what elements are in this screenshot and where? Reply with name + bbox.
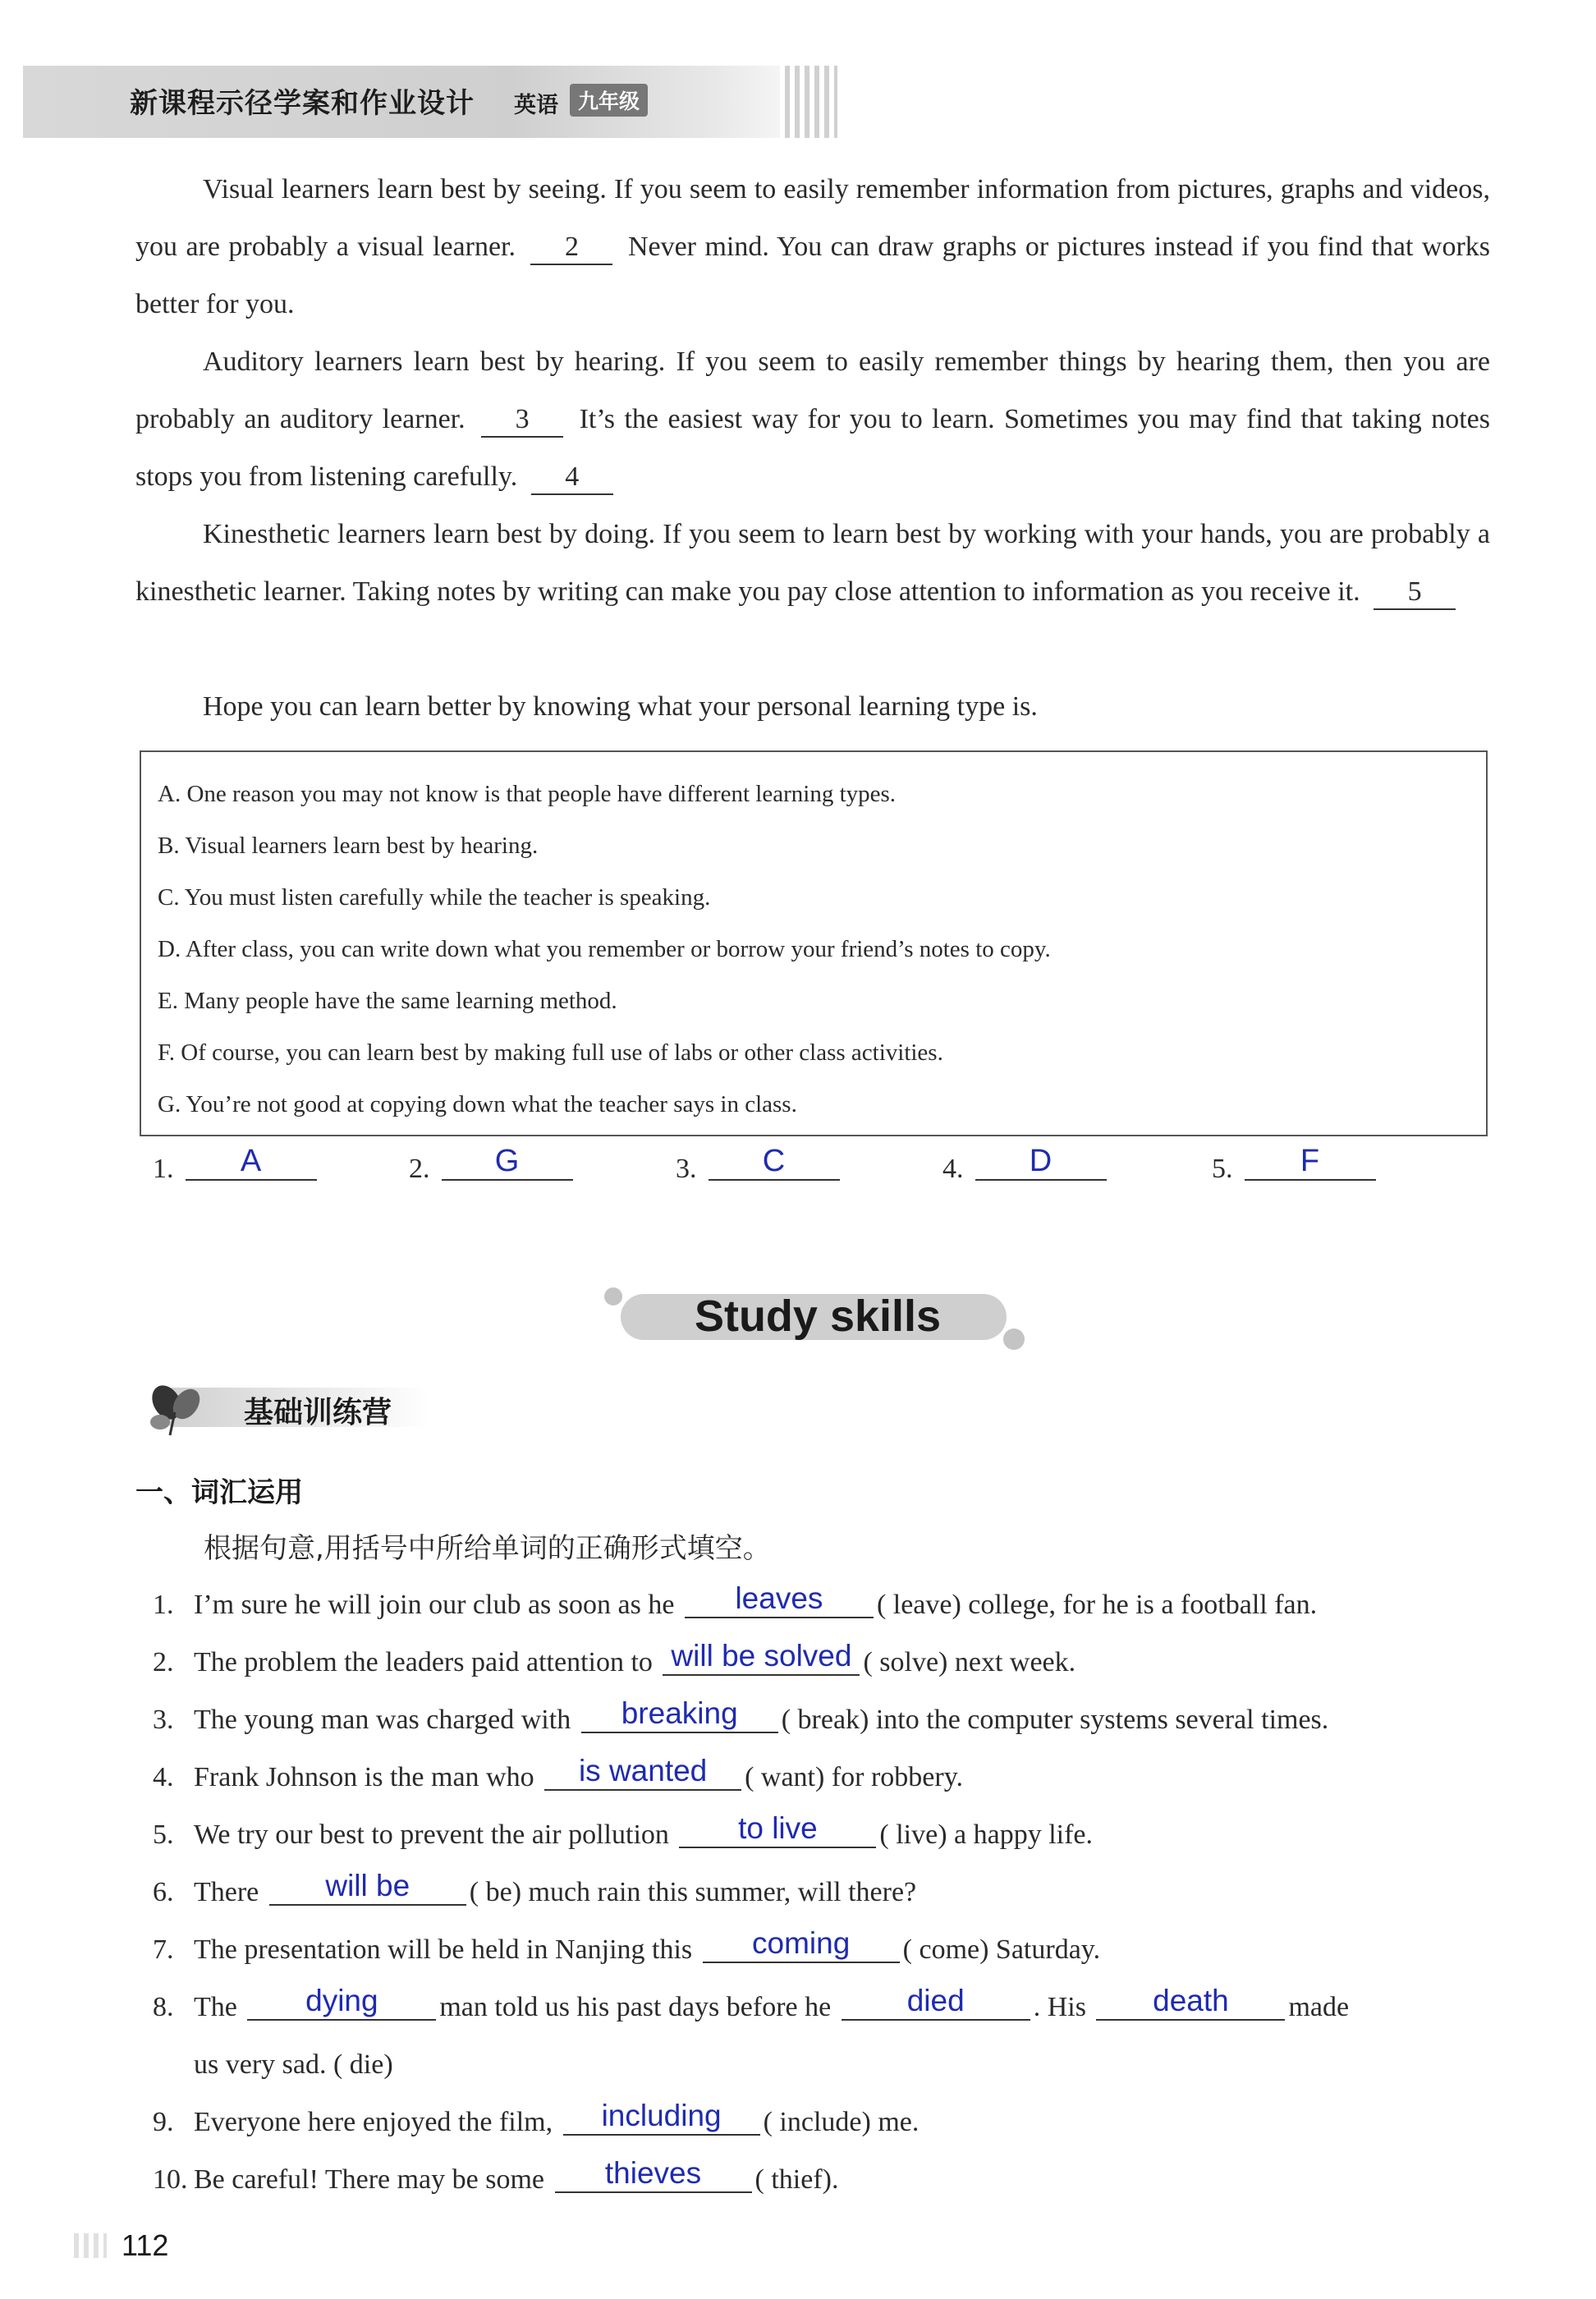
question-text: man told us his past days before he xyxy=(439,1992,832,2022)
leaf-icon xyxy=(135,1379,209,1437)
answer-field[interactable]: will be solved xyxy=(663,1638,860,1676)
question-2 xyxy=(153,1634,1499,1691)
subject-label: 英语 xyxy=(514,93,558,118)
paragraph-text: Kinesthetic learners learn best by doing. If you seem to learn best by working with your hands, you are probably a kinesthetic learner. Taking notes by writing can make you pay close attention to information as you receive it. xyxy=(135,519,1490,607)
question-text: ( break) into the computer systems several times. xyxy=(781,1705,1329,1735)
answer-field[interactable]: dying xyxy=(247,1983,436,2021)
section-banner xyxy=(604,1279,1031,1351)
paragraph-text: It’s the easiest way for you to learn. Sometimes you may find that taking notes stops you from listening carefully. xyxy=(135,404,1491,492)
option-g: G. You’re not good at copying down what the teacher says in class. xyxy=(158,1091,797,1117)
answer-field[interactable]: coming xyxy=(703,1925,900,1963)
question-8 xyxy=(153,1979,1499,2036)
answer-field[interactable]: thieves xyxy=(555,2155,752,2193)
question-text: There xyxy=(194,1877,259,1907)
passage-paragraph-1 xyxy=(135,161,1490,333)
option-f: F. Of course, you can learn best by making full use of labs or other class activities. xyxy=(158,1039,943,1066)
page-number-decoration xyxy=(74,2233,107,2258)
question-number: 7. xyxy=(153,1934,174,1965)
answer-field[interactable]: including xyxy=(563,2098,760,2136)
question-9 xyxy=(153,2094,1499,2151)
question-text: The young man was charged with xyxy=(194,1705,571,1735)
question-text: ( include) me. xyxy=(763,2107,920,2137)
question-text: us very sad. ( die) xyxy=(194,2049,393,2080)
answer-field[interactable]: died xyxy=(842,1983,1030,2021)
passage-blank-5: 5 xyxy=(1374,576,1456,610)
question-number: 8. xyxy=(153,1992,174,2022)
answer-number: 3. xyxy=(676,1154,697,1184)
option-d: D. After class, you can write down what you remember or borrow your friend’s notes to copy. xyxy=(158,936,1051,962)
answer-1 xyxy=(153,1144,317,1187)
answer-field[interactable]: C xyxy=(709,1143,840,1181)
paragraph-text: Never mind. You can draw graphs or pictures instead if you find that works better for you. xyxy=(135,232,1491,319)
option-e: E. Many people have the same learning method. xyxy=(158,988,617,1014)
passage-blank-2: 2 xyxy=(530,231,612,265)
question-10 xyxy=(153,2151,1499,2209)
answer-2 xyxy=(409,1144,573,1187)
section-title: Study skills xyxy=(694,1292,942,1341)
option-b: B. Visual learners learn best by hearing. xyxy=(158,833,539,859)
answer-field[interactable]: death xyxy=(1096,1983,1285,2021)
answer-3 xyxy=(676,1144,840,1187)
question-text: ( solve) next week. xyxy=(863,1647,1076,1677)
paragraph-text: Hope you can learn better by knowing what your personal learning type is. xyxy=(203,691,1038,722)
question-text: I’m sure he will join our club as soon as he xyxy=(194,1590,675,1620)
question-text: Frank Johnson is the man who xyxy=(194,1762,534,1792)
question-text: The xyxy=(194,1992,237,2022)
answer-field[interactable]: breaking xyxy=(581,1696,778,1733)
answer-number: 5. xyxy=(1212,1154,1233,1184)
question-4 xyxy=(153,1749,1499,1806)
answer-number: 4. xyxy=(942,1154,964,1184)
question-text: ( want) for robbery. xyxy=(745,1762,964,1792)
answer-field[interactable]: will be xyxy=(269,1868,466,1906)
passage-paragraph-3 xyxy=(135,506,1490,621)
passage-paragraph-2 xyxy=(135,333,1490,506)
passage-blank-4: 4 xyxy=(531,461,613,495)
question-number: 6. xyxy=(153,1877,174,1907)
answer-number: 2. xyxy=(409,1154,430,1184)
answer-field[interactable]: G xyxy=(442,1143,573,1181)
answer-field[interactable]: to live xyxy=(679,1810,876,1848)
part-heading: 一、词汇运用 xyxy=(135,1476,303,1509)
grade-badge: 九年级 xyxy=(570,84,648,117)
options-box xyxy=(140,750,1488,1136)
question-6 xyxy=(153,1864,1499,1921)
question-number: 3. xyxy=(153,1705,174,1735)
answer-field[interactable]: leaves xyxy=(685,1581,874,1618)
sub-section-title: 基础训练营 xyxy=(244,1396,392,1429)
answer-number: 1. xyxy=(153,1154,174,1184)
question-text: ( come) Saturday. xyxy=(902,1934,1101,1965)
question-text: . His xyxy=(1033,1992,1086,2022)
paragraph-text: Visual learners learn best by seeing. If you seem to easily remember information from pictures, graphs and videos, you are probably a visual learner. xyxy=(135,174,1490,262)
question-text: ( leave) college, for he is a football fan. xyxy=(876,1590,1318,1620)
question-number: 9. xyxy=(153,2107,174,2137)
answer-field[interactable]: F xyxy=(1245,1143,1376,1181)
passage-paragraph-4 xyxy=(135,678,1490,736)
question-number: 5. xyxy=(153,1819,174,1850)
option-c: C. You must listen carefully while the teacher is speaking. xyxy=(158,884,711,911)
question-text: The problem the leaders paid attention to xyxy=(194,1647,653,1677)
header-decoration xyxy=(780,66,837,138)
question-text: Be careful! There may be some xyxy=(194,2164,545,2195)
answer-5 xyxy=(1212,1144,1376,1187)
answer-field[interactable]: is wanted xyxy=(544,1753,741,1791)
passage-blank-3: 3 xyxy=(481,403,563,438)
answer-field[interactable]: D xyxy=(975,1143,1107,1181)
question-text: We try our best to prevent the air pollution xyxy=(194,1819,669,1850)
page-number: 112 xyxy=(122,2228,169,2262)
question-number: 10. xyxy=(153,2164,188,2195)
book-title: 新课程示径学案和作业设计 xyxy=(130,87,475,120)
instruction-text: 根据句意,用括号中所给单词的正确形式填空。 xyxy=(204,1532,771,1565)
question-7 xyxy=(153,1921,1499,1979)
question-text: The presentation will be held in Nanjing this xyxy=(194,1934,693,1965)
question-text: ( live) a happy life. xyxy=(879,1819,1094,1850)
question-8-continued xyxy=(194,2036,1540,2094)
question-text: made xyxy=(1288,1992,1350,2022)
question-5 xyxy=(153,1806,1499,1864)
question-number: 4. xyxy=(153,1762,174,1792)
option-a: A. One reason you may not know is that people have different learning types. xyxy=(158,781,897,807)
answer-row xyxy=(153,1144,1499,1199)
question-text: ( be) much rain this summer, will there? xyxy=(469,1877,917,1907)
question-3 xyxy=(153,1691,1499,1749)
question-text: Everyone here enjoyed the film, xyxy=(194,2107,553,2137)
paragraph-text: Auditory learners learn best by hearing. If you seem to easily remember things by hearing them, then you are probably an auditory learner. xyxy=(135,346,1490,434)
question-number: 1. xyxy=(153,1590,174,1620)
question-1 xyxy=(153,1576,1499,1634)
answer-4 xyxy=(942,1144,1107,1187)
sub-section-banner xyxy=(135,1379,447,1437)
answer-field[interactable]: A xyxy=(186,1143,317,1181)
question-number: 2. xyxy=(153,1647,174,1677)
question-text: ( thief). xyxy=(754,2164,839,2195)
